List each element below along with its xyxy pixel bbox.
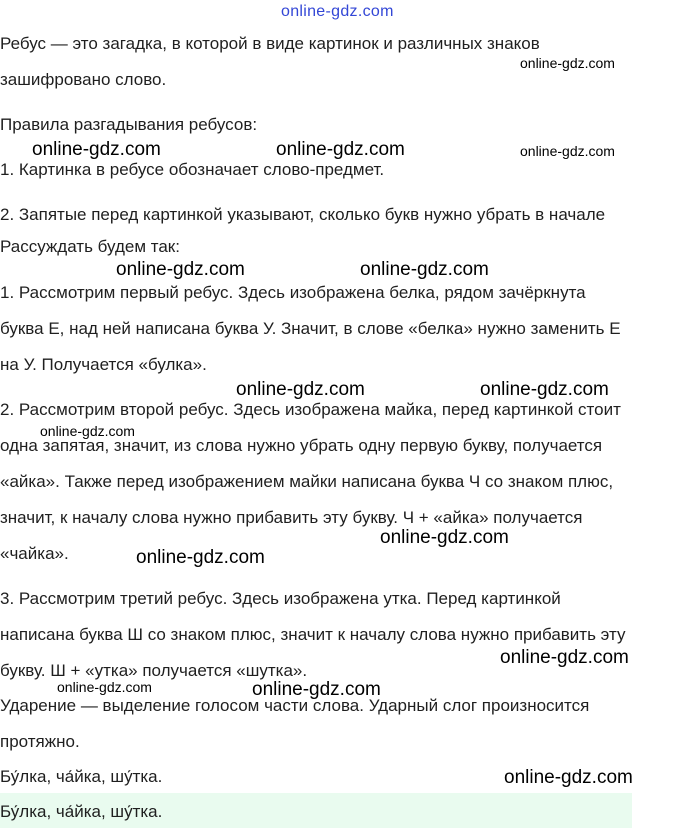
watermark: online-gdz.com: [520, 143, 615, 159]
rule-2: 2. Запятые перед картинкой указывают, сколько букв нужно убрать в начале: [0, 205, 606, 224]
watermark: online-gdz.com: [520, 55, 615, 71]
step3-line-2: написана буква Ш со знаком плюс, значит к началу слова нужно прибавить эту: [0, 625, 626, 644]
intro-line-2: зашифровано слово.: [0, 70, 167, 89]
header-watermark: online-gdz.com: [281, 3, 394, 20]
intro-line-1: Ребус — это загадка, в которой в виде картинок и различных знаков: [0, 34, 540, 53]
watermark: online-gdz.com: [236, 379, 365, 400]
step2-line-5: «чайка».: [0, 544, 69, 563]
watermark: online-gdz.com: [116, 259, 245, 280]
answer-highlight: Бу́лка, ча́йка, шу́тка.: [0, 802, 163, 821]
reasoning-title: Рассуждать будем так:: [0, 237, 180, 256]
step2-line-4: значит, к началу слова нужно прибавить эту букву. Ч + «айка» получается: [0, 508, 583, 527]
rules-title: Правила разгадывания ребусов:: [0, 115, 258, 134]
step3-line-3: букву. Ш + «утка» получается «шутка».: [0, 661, 308, 680]
step1-line-3: на У. Получается «булка».: [0, 355, 207, 374]
step3-line-1: 3. Рассмотрим третий ребус. Здесь изображена утка. Перед картинкой: [0, 589, 561, 608]
step2-line-1: 2. Рассмотрим второй ребус. Здесь изображена майка, перед картинкой стоит: [0, 400, 621, 419]
watermark: online-gdz.com: [504, 767, 633, 788]
answer-plain: Бу́лка, ча́йка, шу́тка.: [0, 767, 163, 786]
watermark: online-gdz.com: [32, 139, 161, 160]
watermark: online-gdz.com: [40, 423, 135, 439]
stress-line-1: Ударение — выделение голосом части слова. Ударный слог произносится: [0, 696, 590, 715]
watermark: online-gdz.com: [380, 527, 509, 548]
stress-line-2: протяжно.: [0, 732, 80, 751]
rule-1: 1. Картинка в ребусе обозначает слово-предмет.: [0, 160, 385, 179]
step1-line-2: буква Е, над ней написана буква У. Значит, в слове «белка» нужно заменить Е: [0, 319, 621, 338]
step1-line-1: 1. Рассмотрим первый ребус. Здесь изображена белка, рядом зачёркнута: [0, 283, 586, 302]
watermark: online-gdz.com: [480, 379, 609, 400]
watermark: online-gdz.com: [57, 679, 152, 695]
watermark: online-gdz.com: [500, 647, 629, 668]
watermark: online-gdz.com: [276, 139, 405, 160]
watermark: online-gdz.com: [360, 259, 489, 280]
watermark: online-gdz.com: [136, 547, 265, 568]
step2-line-3: «айка». Также перед изображением майки написана буква Ч со знаком плюс,: [0, 472, 614, 491]
watermark: online-gdz.com: [252, 679, 381, 700]
step2-line-2: одна запятая, значит, из слова нужно убрать одну первую букву, получается: [0, 436, 603, 455]
